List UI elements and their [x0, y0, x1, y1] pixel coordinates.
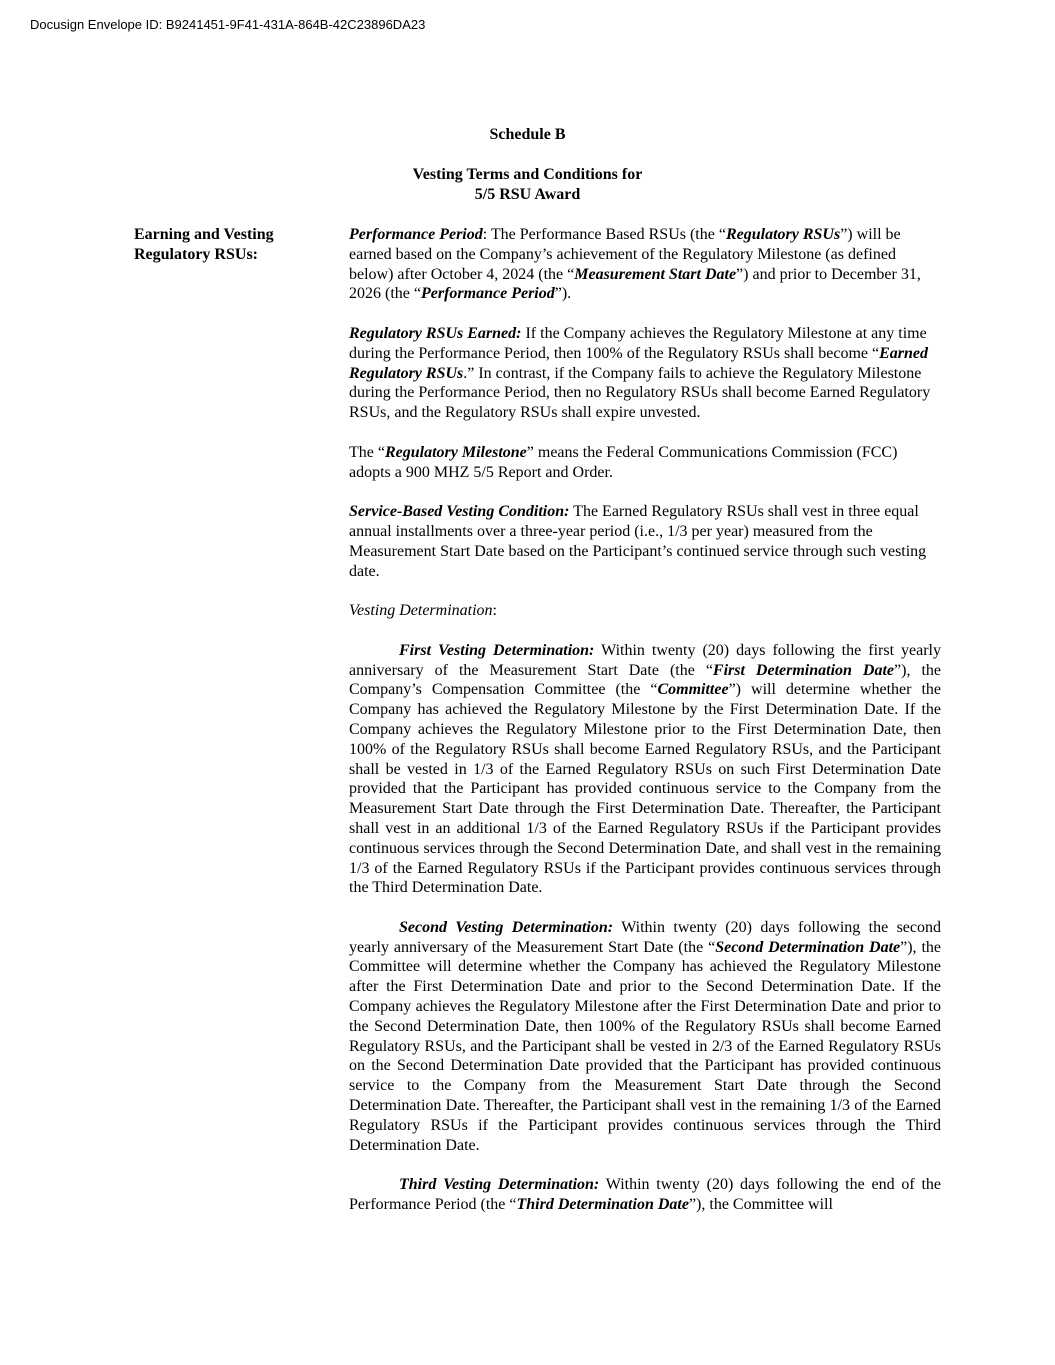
third-vesting-determination-term: Third Vesting Determination:	[399, 1176, 600, 1194]
subtitle-line-2: 5/5 RSU Award	[474, 186, 581, 203]
schedule-title: Schedule B	[489, 126, 566, 143]
defined-term: Measurement Start Date	[574, 265, 737, 283]
vesting-determination-term: Vesting Determination	[349, 602, 493, 620]
paragraph-text: ”), the Committee will	[688, 1196, 833, 1214]
performance-period-paragraph	[349, 225, 941, 304]
section-label-line-1: Earning and Vesting	[134, 226, 274, 243]
paragraph-text: The “	[349, 443, 385, 461]
regulatory-milestone-paragraph	[349, 443, 941, 483]
paragraph-text: ”) will determine whether the Company has achieved the Regulatory Milestone by the First Determination Date. If the Company achieves the Regulatory Milestone prior to the First Determination Date, then 100% of the Regulatory RSUs shall become Earned Regulatory RSUs, and the Participant shall be vested in 1/3 of the Earned Regulatory RSUs on such First Determination Date provided that the Participant has provided continuous service to the Company from the Measurement Start Date through the First Determination Date. Thereafter, the Participant shall vest in an additional 1/3 of the Earned Regulatory RSUs if the Participant provides continuous services through the Second Determination Date, and shall vest in the remaining 1/3 of the Earned Regulatory RSUs if the Participant provides continuous services through the Third Determination Date.	[349, 681, 941, 897]
vesting-determination-heading	[349, 601, 941, 621]
service-based-vesting-paragraph	[349, 502, 941, 581]
paragraph-text: If the Company achieves the Regulatory Milestone at any time during the Performance Period, then 100% of the Regulatory RSUs shall become “	[349, 324, 927, 362]
third-vesting-determination-paragraph	[349, 1175, 941, 1215]
paragraph-text: ” means the Federal Communications Commission (FCC) adopts a 900 MHZ 5/5 Report and Order.	[349, 443, 898, 481]
defined-term: Second Determination Date	[715, 938, 901, 956]
defined-term: Regulatory RSUs	[725, 226, 841, 243]
section-label-line-2: Regulatory RSUs:	[134, 246, 258, 263]
second-vesting-determination-paragraph	[349, 918, 941, 1156]
paragraph-text: ”), the Company’s Compensation Committee (the “	[349, 661, 941, 699]
defined-term: Third Determination Date	[516, 1196, 689, 1214]
first-vesting-determination-paragraph	[349, 641, 941, 898]
regulatory-rsus-earned-term: Regulatory RSUs Earned:	[349, 324, 522, 342]
paragraph-text: :	[492, 602, 497, 620]
regulatory-rsus-earned-paragraph	[349, 324, 941, 423]
defined-term: Performance Period	[420, 285, 555, 303]
paragraph-text: The Earned Regulatory RSUs shall vest in three equal annual installments over a three-year period (i.e., 1/3 per year) measured from the Measurement Start Date based on the Participant’s continued service through such vesting date.	[349, 503, 927, 580]
envelope-id: Docusign Envelope ID: B9241451-9F41-431A-864B-42C23896DA23	[30, 17, 426, 32]
paragraph-text: ”) and prior to December 31, 2026 (the “	[349, 265, 921, 303]
paragraph-text: .” In contrast, if the Company fails to achieve the Regulatory Milestone during the Performance Period, then no Regulatory RSUs shall become Earned Regulatory RSUs, and the Regulatory RSUs shall expire unvested.	[349, 364, 931, 422]
subtitle-line-1: Vesting Terms and Conditions for	[412, 166, 643, 183]
first-vesting-determination-term: First Vesting Determination:	[399, 641, 595, 659]
document-body	[349, 225, 941, 1235]
service-based-vesting-term: Service-Based Vesting Condition:	[349, 503, 570, 521]
paragraph-text: ”), the Committee will determine whether the Company has achieved the Regulatory Milestone after the First Determination Date and prior to the Second Determination Date. If the Company achieves the Regulatory Milestone after the First Determination Date and prior to the Second Determination Date, then 100% of the Regulatory RSUs shall become Earned Regulatory RSUs, and the Participant shall be vested in 2/3 of the Earned Regulatory RSUs on the Second Determination Date provided that the Participant has provided continuous service to the Company from the Measurement Start Date through the Second Determination Date. Thereafter, the Participant shall vest in the remaining 1/3 of the Earned Regulatory RSUs if the Participant provides continuous services through the Third Determination Date.	[349, 938, 942, 1154]
paragraph-text: Within twenty (20) days following the end of the Performance Period (the “	[349, 1176, 941, 1214]
defined-term: Committee	[657, 681, 729, 699]
section-label	[134, 225, 334, 265]
paragraph-text: ”) will be earned based on the Company’s achievement of the Regulatory Milestone (as defined below) after October 4, 2024 (the “	[349, 226, 901, 283]
paragraph-text: Within twenty (20) days following the first yearly anniversary of the Measurement Start Date (the “	[349, 641, 941, 679]
paragraph-text: ”).	[554, 285, 572, 303]
defined-term: Regulatory Milestone	[384, 443, 527, 461]
paragraph-text: : The Performance Based RSUs (the “	[482, 226, 726, 243]
performance-period-term: Performance Period	[349, 226, 483, 243]
document-subtitle	[0, 165, 1055, 205]
defined-term: Earned Regulatory RSUs	[349, 344, 928, 382]
paragraph-text: Within twenty (20) days following the second yearly anniversary of the Measurement Start Date (the “	[349, 918, 941, 956]
second-vesting-determination-term: Second Vesting Determination:	[399, 918, 614, 936]
defined-term: First Determination Date	[712, 661, 895, 679]
